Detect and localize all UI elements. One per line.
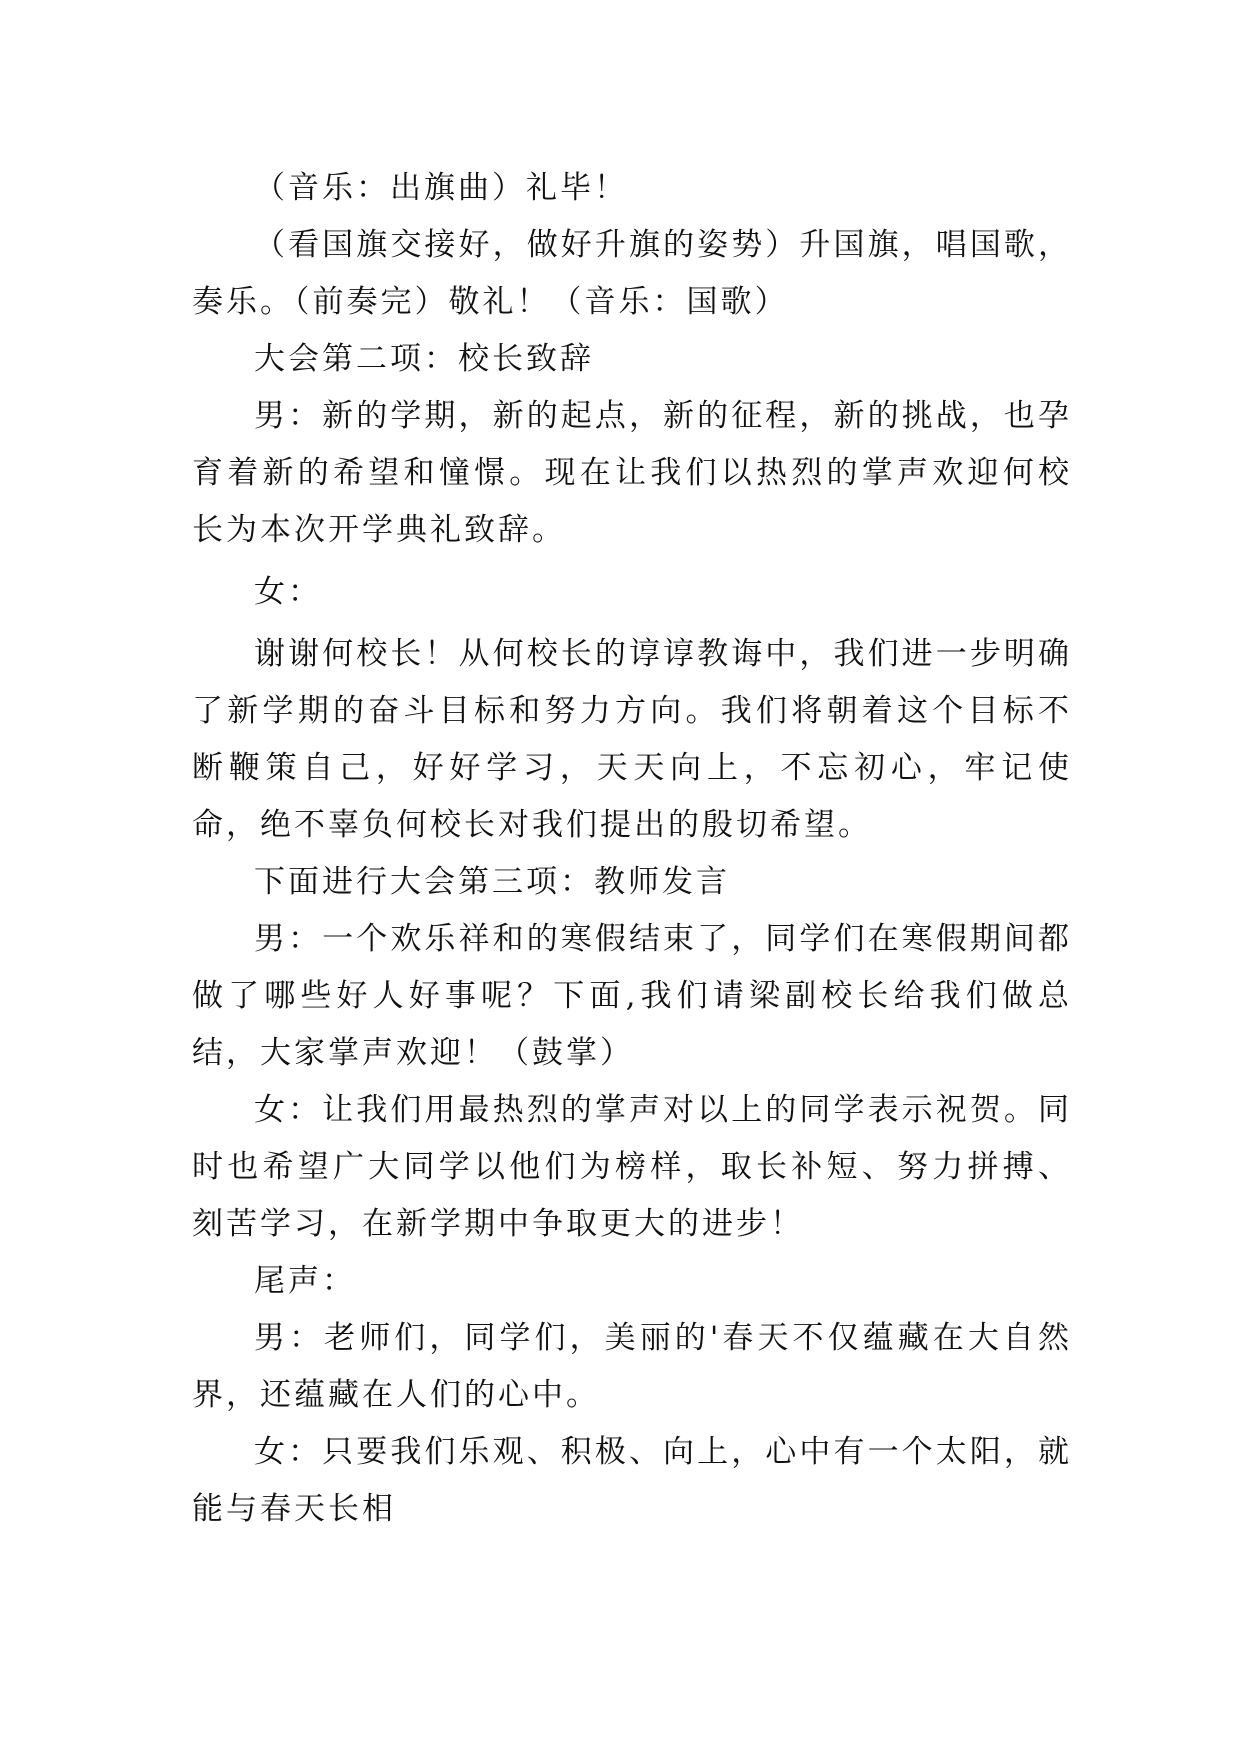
paragraph-male-host-spring: 男：老师们，同学们，美丽的'春天不仅蕴藏在大自然界，还蕴藏在人们的心中。 — [192, 1320, 1072, 1413]
document-body — [192, 160, 1072, 1538]
paragraph-item-three-heading: 下面进行大会第三项：教师发言 — [254, 864, 730, 900]
paragraph-flag-ceremony-end: （音乐：出旗曲）礼毕！ — [254, 170, 628, 206]
paragraph-male-host-principal-intro: 男：新的学期，新的起点，新的征程，新的挑战，也孕育着新的希望和憧憬。现在让我们以热烈的掌声欢迎何校长为本次开学典礼致辞。 — [192, 398, 1072, 548]
paragraph-female-host-label: 女： — [254, 574, 322, 610]
paragraph-female-host-sunshine: 女：只要我们乐观、积极、向上，心中有一个太阳，就能与春天长相 — [192, 1434, 1072, 1527]
paragraph-epilogue-heading: 尾声： — [254, 1263, 356, 1299]
paragraph-thanks-principal: 谢谢何校长！从何校长的谆谆教诲中，我们进一步明确了新学期的奋斗目标和努力方向。我们将朝着这个目标不断鞭策自己，好好学习，天天向上，不忘初心，牢记使命，绝不辜负何校长对我们提出的殷切希望。 — [192, 636, 1072, 843]
paragraph-male-host-winter-break: 男：一个欢乐祥和的寒假结束了，同学们在寒假期间都做了哪些好人好事呢？下面,我们请梁副校长给我们做总结，大家掌声欢迎！（鼓掌） — [192, 921, 1072, 1071]
paragraph-item-two-heading: 大会第二项：校长致辞 — [254, 341, 594, 377]
paragraph-national-anthem: （看国旗交接好，做好升旗的姿势）升国旗，唱国歌，奏乐。（前奏完）敬礼！（音乐：国歌） — [192, 227, 1072, 320]
paragraph-female-host-congratulations: 女：让我们用最热烈的掌声对以上的同学表示祝贺。同时也希望广大同学以他们为榜样，取长补短、努力拼搏、刻苦学习，在新学期中争取更大的进步！ — [192, 1092, 1072, 1242]
